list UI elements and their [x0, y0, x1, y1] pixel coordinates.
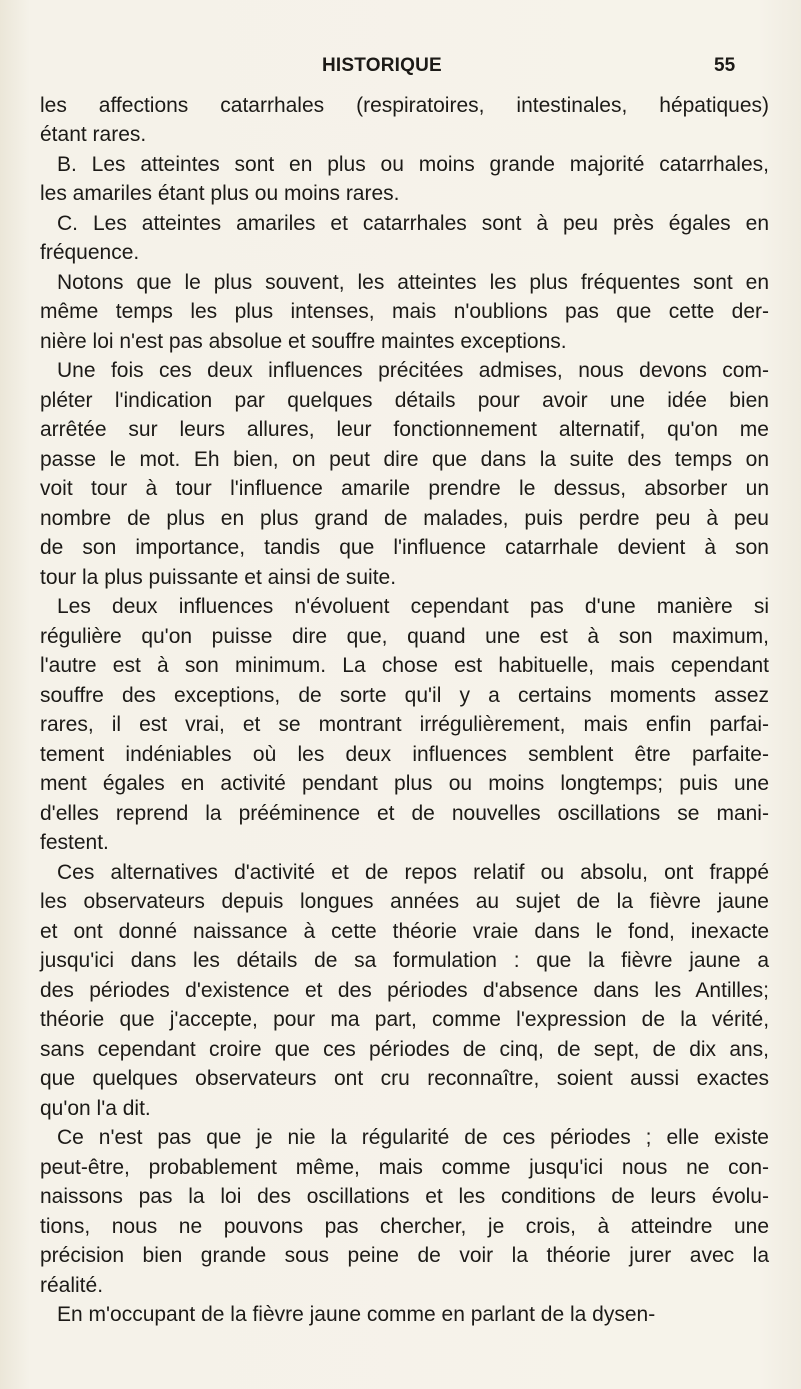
text-line: rares, il est vrai, et se montrant irrégulièrement, mais enfin parfai- [40, 713, 769, 736]
running-title: HISTORIQUE [322, 55, 442, 76]
text-line: d'elles reprend la prééminence et de nouvelles oscillations se mani- [40, 802, 769, 825]
text-line: voit tour à tour l'influence amarile prendre le dessus, absorber un [40, 477, 770, 500]
text-line: pléter l'indication par quelques détails pour avoir une idée bien [40, 389, 769, 412]
page-header [0, 55, 801, 85]
text-line: C. Les atteintes amariles et catarrhales sont à peu près égales en [57, 212, 769, 235]
text-line: tour la plus puissante et ainsi de suite. [40, 566, 397, 589]
page-number: 55 [714, 55, 736, 76]
text-line: qu'on l'a dit. [40, 1097, 151, 1120]
text-line: réalité. [40, 1274, 104, 1297]
text-line: Notons que le plus souvent, les atteintes les plus fréquentes sont en [57, 271, 769, 294]
text-line: peut-être, probablement même, mais comme jusqu'ici nous ne con- [40, 1156, 770, 1179]
text-line: Ces alternatives d'activité et de repos relatif ou absolu, ont frappé [57, 861, 769, 884]
text-line: passe le mot. Eh bien, on peut dire que dans la suite des temps on [40, 448, 769, 471]
text-line: B. Les atteintes sont en plus ou moins grande majorité catarrhales, [57, 153, 769, 176]
text-line: Les deux influences n'évoluent cependant pas d'une manière si [57, 595, 769, 618]
text-line: les amariles étant plus ou moins rares. [40, 182, 400, 205]
text-line: nière loi n'est pas absolue et souffre maintes exceptions. [40, 330, 567, 353]
text-line: régulière qu'on puisse dire que, quand une est à son maximum, [40, 625, 769, 648]
text-line: fréquence. [40, 241, 140, 264]
text-line: les observateurs depuis longues années au sujet de la fièvre jaune [40, 890, 769, 913]
text-line: et ont donné naissance à cette théorie vraie dans le fond, inexacte [40, 920, 770, 943]
text-line: étant rares. [40, 123, 147, 146]
text-line: sans cependant croire que ces périodes de cinq, de sept, de dix ans, [40, 1038, 770, 1061]
text-line: même temps les plus intenses, mais n'oublions pas que cette der- [40, 300, 770, 323]
text-line: que quelques observateurs ont cru reconnaître, soient aussi exactes [40, 1067, 770, 1090]
text-line: festent. [40, 831, 109, 854]
text-line: précision bien grande sous peine de voir la théorie jurer avec la [40, 1244, 769, 1267]
text-line: arrêtée sur leurs allures, leur fonctionnement alternatif, qu'on me [40, 418, 769, 441]
text-line: tement indéniables où les deux influences semblent être parfaite- [40, 743, 769, 766]
text-line: des périodes d'existence et des périodes d'absence dans les Antilles; [40, 979, 769, 1002]
text-line: Une fois ces deux influences précitées admises, nous devons com- [57, 359, 769, 382]
text-line: l'autre est à son minimum. La chose est habituelle, mais cependant [40, 654, 770, 677]
text-line: nombre de plus en plus grand de malades, puis perdre peu à peu [40, 507, 769, 530]
text-line: naissons pas la loi des oscillations et les conditions de leurs évolu- [40, 1185, 769, 1208]
text-line: tions, nous ne pouvons pas chercher, je crois, à atteindre une [40, 1215, 770, 1238]
text-line: les affections catarrhales (respiratoires, intestinales, hépatiques) [40, 94, 770, 117]
text-line: souffre des exceptions, de sorte qu'il y a certains moments assez [40, 684, 770, 707]
text-line: ment égales en activité pendant plus ou moins longtemps; puis une [40, 772, 770, 795]
text-line: jusqu'ici dans les détails de sa formulation : que la fièvre jaune a [40, 949, 769, 972]
text-line: théorie que j'accepte, pour ma part, comme l'expression de la vérité, [40, 1008, 770, 1031]
text-line: En m'occupant de la fièvre jaune comme en parlant de la dysen- [57, 1303, 656, 1326]
text-line: de son importance, tandis que l'influence catarrhale devient à son [40, 536, 769, 559]
text-line: Ce n'est pas que je nie la régularité de ces périodes ; elle existe [57, 1126, 769, 1149]
